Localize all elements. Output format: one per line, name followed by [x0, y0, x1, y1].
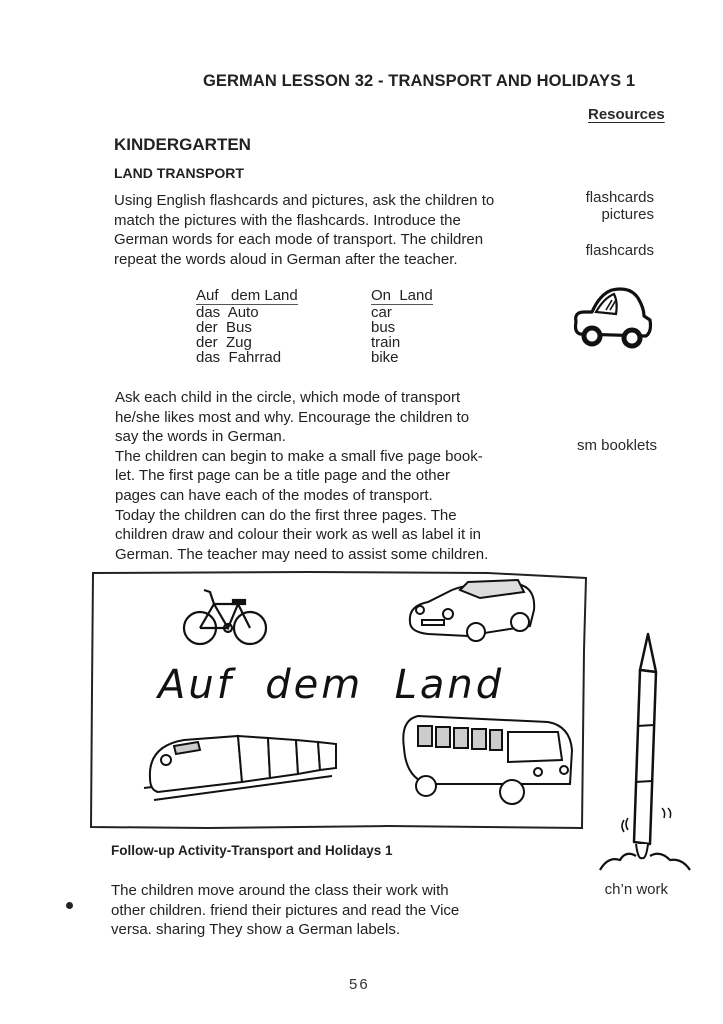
- activity-line: let. The first page can be a title page and the other: [115, 467, 450, 485]
- illustration-caption: Auf dem Land: [158, 662, 505, 708]
- vocab-german-item: der Zug: [196, 334, 252, 351]
- followup-line: other children. friend their pictures and read the Vice: [111, 901, 460, 919]
- followup-heading: Follow-up Activity-Transport and Holidays 1: [111, 843, 393, 858]
- activity-line: The children can begin to make a small five page book-: [115, 447, 483, 465]
- resource-flashcards-pictures: [540, 189, 654, 223]
- illustration-panel: [88, 570, 588, 832]
- followup-line: The children move around the class their work with: [111, 882, 449, 899]
- page-title: GERMAN LESSON 32 - TRANSPORT AND HOLIDAYS 1: [203, 72, 636, 90]
- activity-paragraph: [115, 388, 535, 564]
- resource-item: flashcards: [585, 189, 654, 206]
- resource-flashcards: flashcards: [585, 242, 654, 259]
- vocab-english-item: car: [371, 304, 392, 321]
- resource-childrens-work: ch’n work: [604, 881, 668, 898]
- section-subheading: LAND TRANSPORT: [114, 165, 244, 181]
- resource-booklets: sm booklets: [576, 437, 657, 454]
- page-number: 56: [349, 976, 370, 993]
- vocab-german-header: Auf dem Land: [196, 287, 298, 304]
- activity-line: say the words in German.: [115, 428, 286, 446]
- resources-heading: Resources: [588, 106, 665, 123]
- activity-line: pages can have each of the modes of transport.: [115, 486, 433, 504]
- rocket-icon: [594, 630, 694, 880]
- resource-item: pictures: [601, 206, 654, 223]
- vocab-english-column: [371, 288, 433, 365]
- activity-line: children draw and colour their work as well as label it in: [115, 526, 482, 544]
- vocab-german-item: das Fahrrad: [196, 349, 282, 366]
- intro-line: German words for each mode of transport. The children: [114, 231, 484, 249]
- intro-paragraph: [114, 191, 534, 269]
- vocab-german-item: der Bus: [196, 319, 252, 336]
- vocab-german-column: [196, 288, 298, 365]
- intro-line: repeat the words aloud in German after the teacher.: [114, 250, 458, 268]
- activity-line: Ask each child in the circle, which mode of transport: [115, 389, 461, 406]
- car-icon: [570, 282, 655, 354]
- activity-line: Today the children can do the first three pages. The: [115, 506, 457, 524]
- followup-line: versa. sharing They show a German labels.: [111, 921, 401, 939]
- intro-line: Using English flashcards and pictures, ask the children to: [114, 192, 495, 209]
- vocab-german-item: das Auto: [196, 304, 259, 321]
- followup-paragraph: [111, 881, 511, 940]
- intro-line: match the pictures with the flashcards. Introduce the: [114, 211, 461, 229]
- vocab-english-item: bus: [371, 319, 396, 336]
- vocab-english-item: train: [371, 334, 401, 351]
- bullet-icon: [66, 902, 73, 909]
- vocab-english-header: On Land: [371, 287, 433, 304]
- section-heading: KINDERGARTEN: [114, 135, 251, 154]
- activity-line: he/she likes most and why. Encourage the children to: [115, 408, 470, 426]
- activity-line: German. The teacher may need to assist some children.: [115, 545, 489, 563]
- vocab-english-item: bike: [371, 349, 399, 366]
